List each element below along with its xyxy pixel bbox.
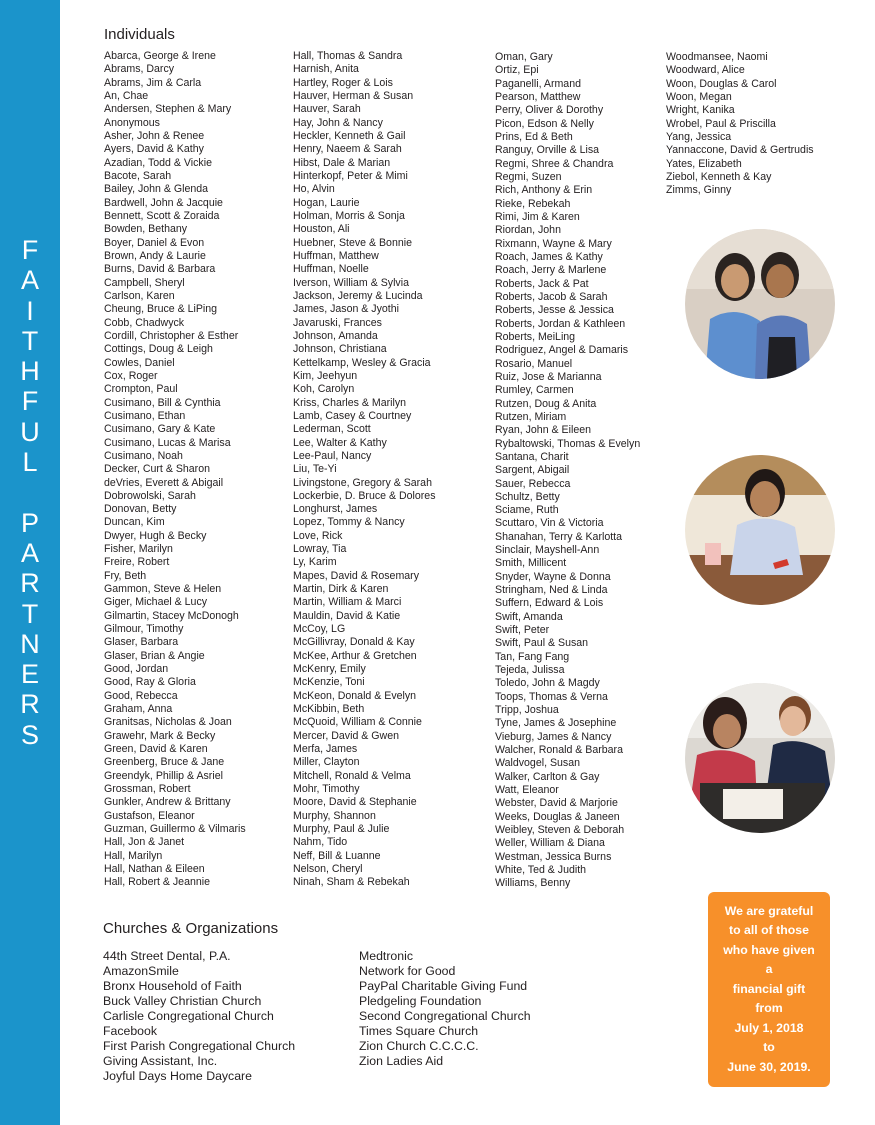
donor-name: Yates, Elizabeth	[666, 157, 742, 170]
donor-name: Hogan, Laurie	[293, 196, 360, 209]
gratitude-line: to	[763, 1040, 775, 1055]
donor-name: Fisher, Marilyn	[104, 543, 173, 556]
donor-name: Rumley, Carmen	[495, 384, 574, 397]
donor-name: Johnson, Christiana	[293, 343, 387, 356]
donor-name: James, Jason & Jyothi	[293, 303, 399, 316]
donor-name: Schultz, Betty	[495, 490, 560, 503]
donor-name: Granitsas, Nicholas & Joan	[104, 716, 232, 729]
donor-name: Regmi, Shree & Chandra	[495, 157, 614, 170]
donor-name: deVries, Everett & Abigail	[104, 476, 224, 489]
donor-name: Lopez, Tommy & Nancy	[293, 516, 405, 529]
donor-name: Lamb, Casey & Courtney	[293, 409, 412, 422]
title-letter: T	[21, 598, 39, 629]
donor-name: Hinterkopf, Peter & Mimi	[293, 169, 408, 182]
donor-name: Cusimano, Lucas & Marisa	[104, 436, 231, 449]
donor-name: Cottings, Doug & Leigh	[104, 343, 213, 356]
donor-name: Lockerbie, D. Bruce & Dolores	[293, 489, 436, 502]
individuals-heading: Individuals	[104, 26, 175, 43]
donor-name: Boyer, Daniel & Evon	[104, 236, 205, 249]
donor-name: Yang, Jessica	[666, 130, 732, 143]
donor-name: McKibbin, Beth	[293, 703, 365, 716]
donor-name: Swift, Paul & Susan	[495, 637, 589, 650]
donor-name: Asher, John & Renee	[104, 129, 205, 142]
donor-name: Johnson, Amanda	[293, 329, 378, 342]
title-letter: A	[20, 537, 39, 568]
donor-name: Woodward, Alice	[666, 64, 745, 77]
donor-name: Cobb, Chadwyck	[104, 316, 185, 329]
donor-name: Abrams, Darcy	[104, 63, 175, 76]
title-letter: A	[20, 265, 39, 296]
gratitude-line: from	[755, 1001, 783, 1016]
donor-name: Yannaccone, David & Gertrudis	[666, 144, 814, 157]
tutoring-photo	[685, 683, 835, 833]
gratitude-line: July 1, 2018	[734, 1020, 804, 1035]
gratitude-line: financial gift	[732, 981, 806, 996]
donor-name: Regmi, Suzen	[495, 170, 562, 183]
donor-name: Ninah, Sham & Rebekah	[293, 876, 410, 889]
donor-name: Martin, William & Marci	[293, 596, 402, 609]
donor-name: Huffman, Noelle	[293, 263, 369, 276]
donor-name: Cowles, Daniel	[104, 356, 175, 369]
donor-name: Iverson, William & Sylvia	[293, 276, 409, 289]
organization-name: Network for Good	[359, 964, 456, 978]
donor-name: Woodmansee, Naomi	[666, 51, 768, 63]
donor-name: Roach, James & Kathy	[495, 250, 603, 263]
donor-name: Lederman, Scott	[293, 423, 371, 436]
donor-name: Guzman, Guillermo & Vilmaris	[104, 823, 246, 836]
organization-name: Facebook	[103, 1024, 158, 1038]
donor-name: Perry, Oliver & Dorothy	[495, 104, 604, 117]
organization-name: Carlisle Congregational Church	[103, 1009, 274, 1023]
donor-name: Picon, Edson & Nelly	[495, 117, 594, 130]
donor-name: Mohr, Timothy	[293, 783, 360, 796]
donor-name: Bowden, Bethany	[104, 223, 188, 236]
gratitude-line: June 30, 2019.	[727, 1059, 811, 1074]
donor-name: Bailey, John & Glenda	[104, 183, 209, 196]
donor-name: Hall, Nathan & Eileen	[104, 863, 205, 876]
donor-name: Roach, Jerry & Marlene	[495, 264, 607, 277]
donor-name: Good, Jordan	[104, 663, 169, 676]
donor-name: Decker, Curt & Sharon	[104, 463, 210, 476]
donor-name: Heckler, Kenneth & Gail	[293, 129, 406, 142]
students-photo	[685, 229, 835, 379]
donor-name: Campbell, Sheryl	[104, 276, 185, 289]
donor-name: Rich, Anthony & Erin	[495, 184, 593, 197]
organization-name: Times Square Church	[359, 1024, 479, 1038]
donor-name: Longhurst, James	[293, 503, 378, 516]
title-letter: E	[20, 659, 39, 690]
donor-name: Toops, Thomas & Verna	[495, 690, 608, 703]
donor-name: Rieke, Rebekah	[495, 197, 571, 210]
donor-name: Lowray, Tia	[293, 543, 347, 556]
donor-name: Woon, Megan	[666, 90, 732, 103]
donor-name: Freire, Robert	[104, 556, 170, 569]
donor-name: Ho, Alvin	[293, 183, 335, 196]
donor-name: Westman, Jessica Burns	[495, 850, 612, 863]
organization-name: Joyful Days Home Daycare	[103, 1069, 252, 1083]
donor-name: Gilmour, Timothy	[104, 623, 184, 636]
gratitude-line: who have given	[723, 942, 815, 957]
title-letter: R	[20, 689, 40, 720]
donor-name: Greenberg, Bruce & Jane	[104, 756, 225, 769]
organization-name: Zion Church C.C.C.C.	[359, 1039, 479, 1053]
donor-name: An, Chae	[104, 89, 149, 102]
donor-name: Carlson, Karen	[104, 289, 175, 302]
donor-name: Good, Ray & Gloria	[104, 676, 196, 689]
organization-name: Giving Assistant, Inc.	[103, 1054, 218, 1068]
donor-name: Martin, Dirk & Karen	[293, 583, 389, 596]
donor-name: Cusimano, Gary & Kate	[104, 423, 216, 436]
donor-name: Smith, Millicent	[495, 557, 567, 570]
donor-name: Lee, Walter & Kathy	[293, 436, 387, 449]
donor-name: Sciame, Ruth	[495, 504, 559, 517]
organization-name: Medtronic	[359, 949, 413, 963]
donor-name: Livingstone, Gregory & Sarah	[293, 476, 432, 489]
donor-name: Kettelkamp, Wesley & Gracia	[293, 356, 431, 369]
donor-name: Miller, Clayton	[293, 756, 360, 769]
donor-name: Rimi, Jim & Karen	[495, 210, 580, 223]
donor-name: Swift, Amanda	[495, 610, 563, 623]
donor-name: Hauver, Sarah	[293, 103, 361, 116]
donor-name: Abrams, Jim & Carla	[104, 76, 202, 89]
donor-name: Javaruski, Frances	[293, 316, 382, 329]
donor-name: Burns, David & Barbara	[104, 263, 216, 276]
donor-name: Azadian, Todd & Vickie	[104, 156, 212, 169]
title-letter: T	[21, 325, 39, 356]
donor-name: Murphy, Paul & Julie	[293, 823, 390, 836]
donor-name: Gammon, Steve & Helen	[104, 583, 222, 596]
donor-name: Anonymous	[104, 116, 160, 129]
donor-name: Abarca, George & Irene	[104, 50, 216, 62]
donor-name: Paganelli, Armand	[495, 77, 581, 90]
donor-name: Dobrowolski, Sarah	[104, 489, 196, 502]
donor-name: Prins, Ed & Beth	[495, 130, 573, 143]
donor-name: Mitchell, Ronald & Velma	[293, 769, 411, 782]
donor-name: Hay, John & Nancy	[293, 116, 383, 129]
donor-name: Mapes, David & Rosemary	[293, 569, 419, 582]
donor-name: Zimms, Ginny	[666, 184, 732, 197]
title-letter: S	[20, 719, 39, 750]
donor-name: McCoy, LG	[293, 623, 346, 636]
organization-name: AmazonSmile	[103, 964, 179, 978]
donor-name: Roberts, Jacob & Sarah	[495, 290, 608, 303]
donor-name: Weeks, Douglas & Janeen	[495, 810, 620, 823]
donor-name: Rybaltowski, Thomas & Evelyn	[495, 437, 641, 450]
donor-name: Riordan, John	[495, 224, 561, 237]
donor-name: Jackson, Jeremy & Lucinda	[293, 289, 423, 302]
donor-name: Houston, Ali	[293, 223, 350, 236]
donor-name: Shanahan, Terry & Karlotta	[495, 530, 623, 543]
donor-name: Rosario, Manuel	[495, 357, 573, 370]
donor-name: Grawehr, Mark & Becky	[104, 729, 216, 742]
donor-name: Kim, Jeehyun	[293, 369, 358, 382]
donor-name: Kriss, Charles & Marilyn	[293, 396, 407, 409]
organizations-column-2	[359, 949, 531, 1069]
donor-name: Sinclair, Mayshell-Ann	[495, 544, 600, 557]
donor-name: Webster, David & Marjorie	[495, 797, 618, 810]
donor-name: Woon, Douglas & Carol	[666, 77, 777, 90]
donor-name: Dwyer, Hugh & Becky	[104, 529, 207, 542]
gratitude-line: a	[765, 962, 773, 977]
donor-name: Toledo, John & Magdy	[495, 677, 600, 690]
donor-name: Green, David & Karen	[104, 743, 208, 756]
organization-name: Second Congregational Church	[359, 1009, 531, 1023]
donor-name: Neff, Bill & Luanne	[293, 849, 381, 862]
donor-name: Gustafson, Eleanor	[104, 809, 195, 822]
donor-name: Glaser, Barbara	[104, 636, 179, 649]
donor-name: Tripp, Joshua	[495, 704, 559, 717]
title-letter: F	[21, 235, 39, 265]
donor-name: Greendyk, Phillip & Asriel	[104, 769, 223, 782]
donor-name: Scuttaro, Vin & Victoria	[495, 517, 604, 530]
individuals-column-3	[495, 51, 640, 891]
donor-name: Santana, Charit	[495, 450, 569, 463]
donor-name: Hall, Marilyn	[104, 849, 163, 862]
title-letter: N	[20, 628, 40, 659]
organization-name: Bronx Household of Faith	[103, 979, 242, 993]
donor-name: Glaser, Brian & Angie	[104, 649, 205, 662]
donor-name: Walcher, Ronald & Barbara	[495, 744, 623, 757]
donor-name: Waldvogel, Susan	[495, 757, 580, 770]
student-craft-photo	[685, 455, 835, 605]
organizations-column-1	[103, 949, 295, 1084]
organizations-heading: Churches & Organizations	[103, 920, 279, 937]
donor-name: McKenzie, Toni	[293, 676, 365, 689]
donor-name: Hall, Thomas & Sandra	[293, 50, 403, 62]
donor-name: McGillivray, Donald & Kay	[293, 636, 415, 649]
individuals-column-4	[666, 51, 814, 198]
donor-name: Koh, Carolyn	[293, 383, 355, 396]
donor-name: Williams, Benny	[495, 877, 571, 890]
donor-name: Huffman, Matthew	[293, 249, 379, 262]
donor-name: Giger, Michael & Lucy	[104, 596, 208, 609]
donor-name: Brown, Andy & Laurie	[104, 249, 206, 262]
organization-name: Buck Valley Christian Church	[103, 994, 262, 1008]
donor-name: Rixmann, Wayne & Mary	[495, 237, 612, 250]
donor-name: Hall, Robert & Jeannie	[104, 876, 210, 889]
donor-name: Sargent, Abigail	[495, 464, 570, 477]
donor-name: Ryan, John & Eileen	[495, 424, 591, 437]
donor-name: Snyder, Wayne & Donna	[495, 570, 611, 583]
donor-name: Roberts, MeiLing	[495, 330, 576, 343]
donor-name: Gilmartin, Stacey McDonogh	[104, 609, 239, 622]
donor-name: Bennett, Scott & Zoraida	[104, 209, 220, 222]
title-letter: F	[21, 386, 39, 417]
donor-name: Roberts, Jesse & Jessica	[495, 304, 614, 317]
gratitude-line: We are grateful	[724, 903, 814, 918]
organization-name: Pledgeling Foundation	[359, 994, 482, 1008]
donor-name: Rutzen, Miriam	[495, 410, 567, 423]
organization-name: PayPal Charitable Giving Fund	[359, 979, 528, 993]
donor-name: Bardwell, John & Jacquie	[104, 196, 223, 209]
donor-name: Duncan, Kim	[104, 516, 165, 529]
title-letter: H	[20, 356, 40, 387]
donor-name: Tyne, James & Josephine	[495, 717, 617, 730]
gratitude-note	[708, 892, 830, 1087]
donor-name: McQuoid, William & Connie	[293, 716, 422, 729]
organization-name: Zion Ladies Aid	[359, 1054, 444, 1068]
donor-name: Ziebol, Kenneth & Kay	[666, 170, 772, 183]
individuals-column-2	[293, 50, 436, 890]
donor-name: Suffern, Edward & Lois	[495, 597, 604, 610]
donor-name: Sauer, Rebecca	[495, 477, 571, 490]
donor-name: Vieburg, James & Nancy	[495, 730, 612, 743]
donor-name: Oman, Gary	[495, 51, 553, 63]
donor-name: Cusimano, Noah	[104, 449, 183, 462]
title-letter: I	[26, 295, 34, 326]
donor-name: Tejeda, Julissa	[495, 664, 565, 677]
donor-name: Hartley, Roger & Lois	[293, 76, 393, 89]
donor-name: Grossman, Robert	[104, 783, 191, 796]
individuals-column-1	[104, 50, 246, 890]
donor-name: Love, Rick	[293, 529, 343, 542]
donor-name: Crompton, Paul	[104, 383, 178, 396]
donor-name: Henry, Naeem & Sarah	[293, 143, 402, 156]
donor-name: Watt, Eleanor	[495, 784, 559, 797]
donor-name: Walker, Carlton & Gay	[495, 770, 600, 783]
donor-name: Cox, Roger	[104, 369, 158, 382]
donor-name: Mauldin, David & Katie	[293, 609, 401, 622]
donor-name: Wright, Kanika	[666, 104, 735, 117]
donor-name: Tan, Fang Fang	[495, 650, 570, 663]
donor-name: Fry, Beth	[104, 569, 147, 582]
donor-name: Good, Rebecca	[104, 689, 178, 702]
donor-name: Roberts, Jack & Pat	[495, 277, 589, 290]
gratitude-line: to all of those	[729, 923, 809, 938]
organization-name: 44th Street Dental, P.A.	[103, 949, 231, 963]
donor-name: Cusimano, Ethan	[104, 409, 186, 422]
donor-name: Nahm, Tido	[293, 836, 348, 849]
donor-name: Hauver, Herman & Susan	[293, 89, 414, 102]
donor-name: White, Ted & Judith	[495, 864, 587, 877]
sidebar-band	[0, 0, 60, 1125]
donor-name: Cordill, Christopher & Esther	[104, 329, 239, 342]
donor-name: Rutzen, Doug & Anita	[495, 397, 597, 410]
donor-name: Wrobel, Paul & Priscilla	[666, 117, 776, 130]
title-letter: U	[20, 416, 40, 447]
donor-name: Ortiz, Epi	[495, 64, 539, 77]
donor-name: Weibley, Steven & Deborah	[495, 824, 625, 837]
donor-name: Ly, Karim	[293, 556, 337, 569]
donor-name: Andersen, Stephen & Mary	[104, 103, 232, 116]
organization-name: First Parish Congregational Church	[103, 1039, 296, 1053]
title-letter: P	[20, 507, 39, 538]
donor-name: Lee-Paul, Nancy	[293, 449, 372, 462]
donor-name: Donovan, Betty	[104, 503, 177, 516]
donor-name: Graham, Anna	[104, 703, 173, 716]
donor-name: Rodriguez, Angel & Damaris	[495, 344, 629, 357]
donor-name: Ayers, David & Kathy	[104, 143, 204, 156]
title-letter: R	[20, 568, 40, 599]
faithful-partners-title	[0, 235, 60, 750]
donor-name: Cheung, Bruce & LiPing	[104, 303, 218, 316]
donor-name: Mercer, David & Gwen	[293, 729, 399, 742]
donor-name: Merfa, James	[293, 743, 358, 756]
donor-name: Ruiz, Jose & Marianna	[495, 370, 602, 383]
donor-name: Hall, Jon & Janet	[104, 836, 185, 849]
donor-name: Huebner, Steve & Bonnie	[293, 236, 412, 249]
donor-name: Swift, Peter	[495, 624, 550, 637]
donor-name: Murphy, Shannon	[293, 809, 376, 822]
title-letter: L	[22, 447, 38, 478]
donor-name: Weller, William & Diana	[495, 837, 605, 850]
donor-name: Gunkler, Andrew & Brittany	[104, 796, 231, 809]
donor-name: Holman, Morris & Sonja	[293, 209, 405, 222]
donor-name: McKee, Arthur & Gretchen	[293, 649, 417, 662]
donor-name: Hibst, Dale & Marian	[293, 156, 391, 169]
donor-name: McKenry, Emily	[293, 663, 366, 676]
donor-name: Roberts, Jordan & Kathleen	[495, 317, 626, 330]
donor-name: Stringham, Ned & Linda	[495, 584, 608, 597]
donor-name: Ranguy, Orville & Lisa	[495, 144, 600, 157]
donor-name: Pearson, Matthew	[495, 90, 581, 103]
donor-name: Liu, Te-Yi	[293, 463, 337, 476]
donor-name: Harnish, Anita	[293, 63, 359, 76]
donor-name: Bacote, Sarah	[104, 169, 172, 182]
donor-name: Cusimano, Bill & Cynthia	[104, 396, 221, 409]
donor-name: McKeon, Donald & Evelyn	[293, 689, 417, 702]
donor-name: Moore, David & Stephanie	[293, 796, 417, 809]
donor-name: Nelson, Cheryl	[293, 863, 363, 876]
